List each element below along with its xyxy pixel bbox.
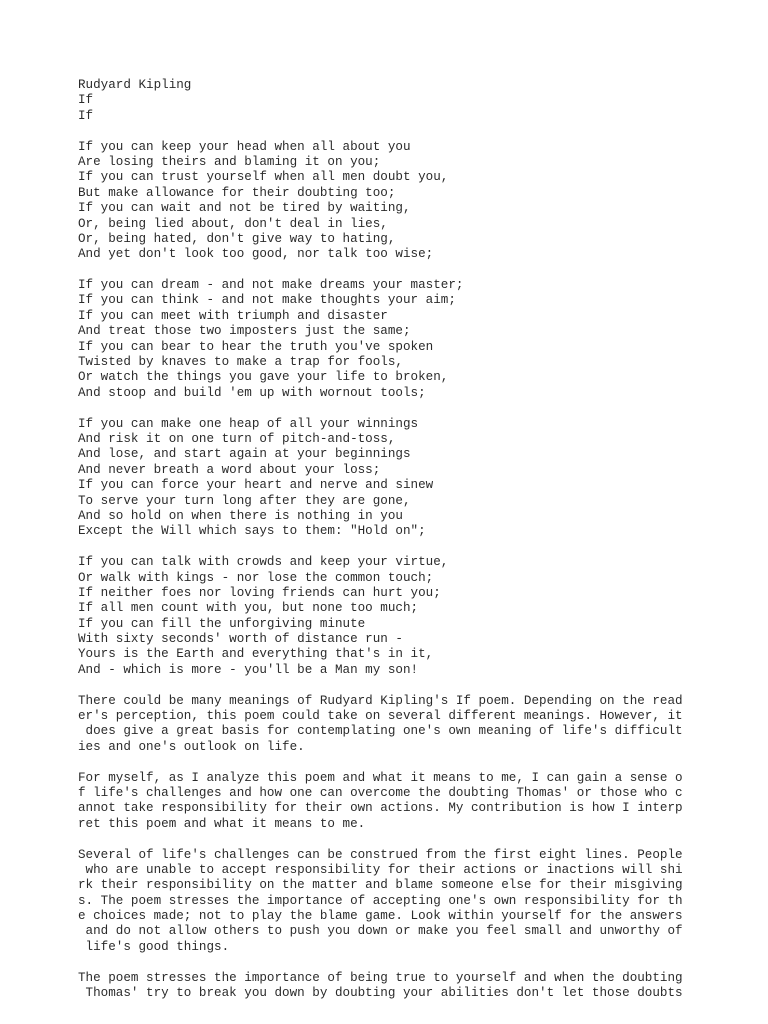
essay-line: ret this poem and what it means to me.: [78, 816, 366, 831]
poem-line: Yours is the Earth and everything that's in it,: [78, 647, 434, 662]
poem-line: If you can trust yourself when all men doubt you,: [78, 170, 449, 185]
spacer: [78, 124, 758, 139]
poem-line: And stoop and build 'em up with wornout tools;: [78, 385, 426, 400]
poem-line: Or, being lied about, don't deal in lies,: [78, 216, 388, 231]
poem-line: If you can bear to hear the truth you've spoken: [78, 339, 434, 354]
poem-line: If you can talk with crowds and keep your virtue,: [78, 555, 449, 570]
essay-paragraph-2: [78, 771, 758, 833]
poem-line: If you can fill the unforgiving minute: [78, 616, 366, 631]
essay-paragraph-4: [78, 971, 758, 1002]
poem-line: And - which is more - you'll be a Man my son!: [78, 662, 419, 677]
spacer: [78, 955, 758, 970]
essay-line: For myself, as I analyze this poem and what it means to me, I can gain a sense o: [78, 770, 683, 785]
essay-line: life's good things.: [78, 939, 230, 954]
poem-line: But make allowance for their doubting too;: [78, 185, 396, 200]
poem-line: And so hold on when there is nothing in you: [78, 508, 403, 523]
essay-paragraph-3: [78, 848, 758, 956]
spacer: [78, 263, 758, 278]
poem-line: Are losing theirs and blaming it on you;: [78, 154, 381, 169]
poem-line: Or walk with kings - nor lose the common touch;: [78, 570, 434, 585]
poem-line: And never breath a word about your loss;: [78, 462, 381, 477]
poem-stanza-2: [78, 278, 758, 401]
poem-line: If you can make one heap of all your winnings: [78, 416, 419, 431]
poem-line: Or watch the things you gave your life to broken,: [78, 370, 449, 385]
poem-line: Twisted by knaves to make a trap for fools,: [78, 355, 403, 370]
poem-line: If you can dream - and not make dreams your master;: [78, 278, 464, 293]
poem-line: And lose, and start again at your beginnings: [78, 447, 411, 462]
spacer: [78, 755, 758, 770]
poem-line: And yet don't look too good, nor talk too wise;: [78, 247, 434, 262]
poem-line: If neither foes nor loving friends can hurt you;: [78, 585, 441, 600]
title-line: If: [78, 93, 94, 108]
essay-paragraph-1: [78, 694, 758, 756]
poem-line: And treat those two imposters just the same;: [78, 324, 411, 339]
poem-stanza-1: [78, 140, 758, 263]
spacer: [78, 540, 758, 555]
essay-line: s. The poem stresses the importance of accepting one's own responsibility for th: [78, 893, 683, 908]
poem-stanza-3: [78, 417, 758, 540]
essay-line: The poem stresses the importance of being true to yourself and when the doubting: [78, 970, 683, 985]
document-page: [78, 78, 758, 1001]
essay-line: annot take responsibility for their own actions. My contribution is how I interp: [78, 801, 683, 816]
poem-line: If you can think - and not make thoughts your aim;: [78, 293, 456, 308]
poem-line: With sixty seconds' worth of distance run -: [78, 632, 403, 647]
essay-line: er's perception, this poem could take on several different meanings. However, it: [78, 709, 683, 724]
essay-line: Thomas' try to break you down by doubting your abilities don't let those doubts: [78, 986, 683, 1001]
poem-line: If you can keep your head when all about you: [78, 139, 411, 154]
poem-stanza-4: [78, 555, 758, 678]
poem-line: To serve your turn long after they are gone,: [78, 493, 411, 508]
essay-line: ies and one's outlook on life.: [78, 739, 305, 754]
essay-line: e choices made; not to play the blame game. Look within yourself for the answers: [78, 909, 683, 924]
poem-line: If you can wait and not be tired by waiting,: [78, 201, 411, 216]
spacer: [78, 832, 758, 847]
essay-line: does give a great basis for contemplating one's own meaning of life's difficult: [78, 724, 683, 739]
spacer: [78, 678, 758, 693]
poem-line: And risk it on one turn of pitch-and-toss,: [78, 431, 396, 446]
poem-line: If you can force your heart and nerve and sinew: [78, 478, 434, 493]
spacer: [78, 401, 758, 416]
essay-line: There could be many meanings of Rudyard Kipling's If poem. Depending on the read: [78, 693, 683, 708]
poem-line: If all men count with you, but none too much;: [78, 601, 419, 616]
essay-line: who are unable to accept responsibility for their actions or inactions will shi: [78, 862, 683, 877]
essay-line: f life's challenges and how one can overcome the doubting Thomas' or those who c: [78, 785, 683, 800]
title-line-repeat: If: [78, 108, 94, 123]
author-line: Rudyard Kipling: [78, 78, 192, 92]
poem-line: Except the Will which says to them: "Hold on";: [78, 524, 426, 539]
essay-line: Several of life's challenges can be construed from the first eight lines. People: [78, 847, 683, 862]
essay-line: and do not allow others to push you down or make you feel small and unworthy of: [78, 924, 683, 939]
poem-line: Or, being hated, don't give way to hating,: [78, 231, 396, 246]
essay-line: rk their responsibility on the matter and blame someone else for their misgiving: [78, 878, 683, 893]
poem-line: If you can meet with triumph and disaster: [78, 308, 388, 323]
